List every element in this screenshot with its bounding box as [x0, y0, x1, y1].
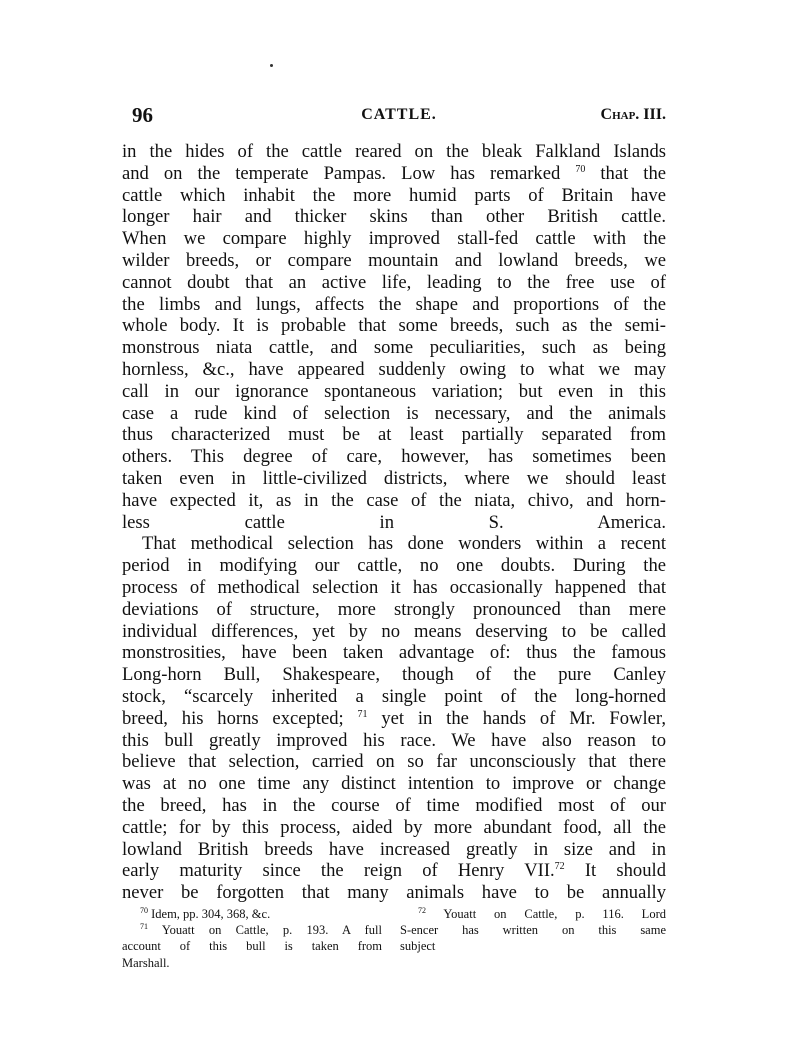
text-line: cattle which inhabit the more humid parts of Britain have [122, 184, 666, 206]
text-line: case a rude kind of selection is necessary, and the animals [122, 402, 666, 424]
text-line: process of methodical selection it has occasionally happened that [122, 576, 666, 598]
text-line: cattle; for by this process, aided by more abundant food, all the [122, 816, 666, 838]
text-line: When we compare highly improved stall-fed cattle with the [122, 228, 666, 250]
text-line: longer hair and thicker skins than other British cattle. [122, 206, 666, 228]
text-line: taken even in little-civilized districts, where we should least [122, 467, 666, 489]
footnote-72: $^{72}$ Youatt on Cattle, p. 116. Lord [418, 906, 666, 921]
text-line: others. This degree of care, however, has sometimes been [122, 446, 666, 468]
text-line: deviations of structure, more strongly pronounced than mere [122, 598, 666, 620]
footnotes-left-column [122, 906, 382, 971]
body-text [122, 141, 666, 904]
text-line: never be forgotten that many animals have to be annually [122, 882, 666, 904]
text-line: thus characterized must be at least partially separated from [122, 424, 666, 446]
text-line: have expected it, as in the case of the niata, chivo, and horn- [122, 489, 666, 511]
text-line: call in our ignorance spontaneous variation; but even in this [122, 380, 666, 402]
footnote-ref-70[interactable]: 70 [575, 163, 586, 175]
footnote-70: $^{70}$ Idem, pp. 304, 368, &c. [140, 906, 271, 921]
text-line: whole body. It is probable that some breeds, such as the semi- [122, 315, 666, 337]
text-line: the limbs and lungs, affects the shape and proportions of the [122, 293, 666, 315]
footnotes-right-column [400, 906, 666, 955]
footnote-ref-71[interactable]: 71 [357, 708, 368, 720]
paragraph-1 [122, 141, 666, 533]
text-line: this bull greatly improved his race. We have also reason to [122, 729, 666, 751]
text-line: the breed, has in the course of time modified most of our [122, 794, 666, 816]
text-line: less cattle in S. America. [122, 511, 666, 533]
footnote-72-cont: S‐encer has written on this same [400, 923, 666, 938]
print-speck [270, 64, 273, 67]
text-line: monstrosities, have been taken advantage of: thus the famous [122, 642, 666, 664]
text-line: hornless, &c., have appeared suddenly owing to what we may [122, 358, 666, 380]
text-line: individual differences, yet by no means deserving to be called [122, 620, 666, 642]
text-line: believe that selection, carried on so far unconsciously that there [122, 751, 666, 773]
text-line: That methodical selection has done wonders within a recent [142, 533, 666, 555]
footnote-ref-72[interactable]: 72 [554, 861, 565, 873]
text-line: breed, his horns excepted; $^{71}$ yet in the hands of Mr. Fowler, [122, 707, 666, 729]
running-title: CATTLE. [361, 106, 437, 123]
text-line: Long-horn Bull, Shakespeare, though of the pure Canley [122, 664, 666, 686]
text-line: stock, “scarcely inherited a single point of the long-horned [122, 685, 666, 707]
footnote-71: $^{71}$ Youatt on Cattle, p. 193. A full [140, 922, 382, 938]
footnote-71-cont: account of this bull is taken from [122, 939, 382, 954]
text-line: and on the temperate Pampas. Low has remarked $^{70}$ that the [122, 162, 666, 184]
text-line: period in modifying our cattle, no one doubts. During the [122, 555, 666, 577]
text-line: in the hides of the cattle reared on the bleak Falkland Islands [122, 141, 666, 162]
running-header [132, 103, 666, 131]
footnote-71-cont: Marshall. [122, 955, 170, 970]
chapter-label: Chap. III. [600, 106, 666, 123]
text-line: wilder breeds, or compare mountain and lowland breeds, we [122, 249, 666, 271]
text-line: lowland British breeds have increased greatly in size and in [122, 838, 666, 860]
text-line: early maturity since the reign of Henry VII.$^{72}$ It should [122, 860, 666, 882]
text-line: monstrous niata cattle, and some peculiarities, such as being [122, 337, 666, 359]
footnote-72-cont: subject [400, 939, 436, 954]
page-number: 96 [132, 103, 153, 127]
text-line: was at no one time any distinct intention to improve or change [122, 773, 666, 795]
paragraph-2 [122, 533, 666, 904]
text-line: cannot doubt that an active life, leading to the free use of [122, 271, 666, 293]
